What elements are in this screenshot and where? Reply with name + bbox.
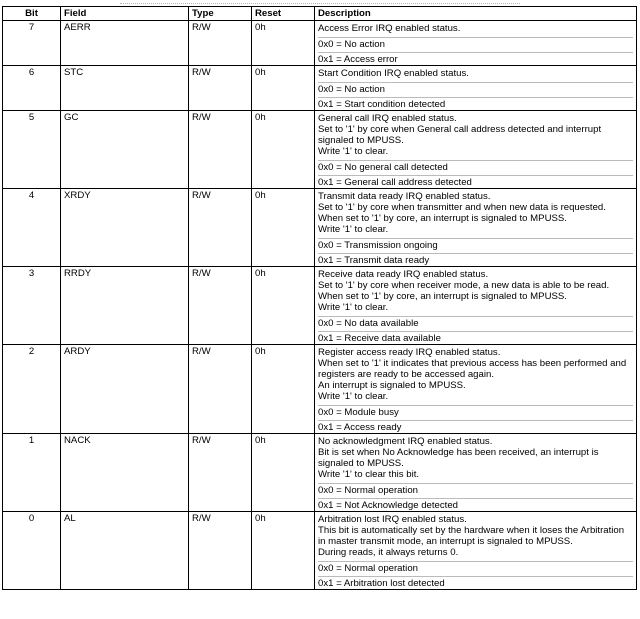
field-cell: AERR xyxy=(61,21,189,66)
description-text-block xyxy=(318,113,633,158)
header-reset: Reset xyxy=(252,7,315,21)
reset-cell: 0h xyxy=(252,189,315,267)
description-line: When set to '1' by core, an interrupt is signaled to MPUSS. xyxy=(318,291,567,302)
enum-value-line: 0x0 = No data available xyxy=(318,316,633,329)
type-cell: R/W xyxy=(189,111,252,189)
description-line: Start Condition IRQ enabled status. xyxy=(318,68,469,79)
reset-cell: 0h xyxy=(252,21,315,66)
enum-value-line: 0x1 = General call address detected xyxy=(318,175,633,188)
description-text-block xyxy=(318,68,633,80)
type-cell: R/W xyxy=(189,66,252,111)
enum-value-line: 0x0 = Transmission ongoing xyxy=(318,238,633,251)
description-line: Bit is set when No Acknowledge has been received, an interrupt is signaled to MPUSS. xyxy=(318,447,599,469)
description-line: Transmit data ready IRQ enabled status. xyxy=(318,191,491,202)
enum-value-line: 0x1 = Access ready xyxy=(318,420,633,433)
description-line: Register access ready IRQ enabled status. xyxy=(318,347,501,358)
header-description: Description xyxy=(315,7,637,21)
type-cell: R/W xyxy=(189,512,252,590)
description-cell xyxy=(315,66,637,111)
type-cell: R/W xyxy=(189,189,252,267)
description-line: Write '1' to clear this bit. xyxy=(318,469,420,480)
enum-value-line: 0x1 = Start condition detected xyxy=(318,97,633,110)
description-cell xyxy=(315,512,637,590)
clipped-page-edge xyxy=(120,0,520,4)
header-type: Type xyxy=(189,7,252,21)
description-cell xyxy=(315,21,637,66)
description-cell xyxy=(315,345,637,434)
field-cell: NACK xyxy=(61,434,189,512)
bit-cell: 2 xyxy=(3,345,61,434)
description-line: When set to '1' by core, an interrupt is signaled to MPUSS. xyxy=(318,213,567,224)
enum-value-line: 0x1 = Access error xyxy=(318,52,633,65)
bit-cell: 3 xyxy=(3,267,61,345)
description-text-block xyxy=(318,436,633,481)
description-line: When set to '1' it indicates that previous access has been performed and registers are ready to be accessed again. xyxy=(318,358,627,380)
description-text-block xyxy=(318,269,633,314)
description-line: Write '1' to clear. xyxy=(318,146,389,157)
table-header-row xyxy=(3,7,637,21)
description-cell xyxy=(315,111,637,189)
description-line: General call IRQ enabled status. xyxy=(318,113,457,124)
description-line: Receive data ready IRQ enabled status. xyxy=(318,269,489,280)
enum-value-line: 0x0 = No action xyxy=(318,82,633,95)
description-cell xyxy=(315,189,637,267)
reset-cell: 0h xyxy=(252,512,315,590)
field-cell: STC xyxy=(61,66,189,111)
description-line: No acknowledgment IRQ enabled status. xyxy=(318,436,493,447)
description-line: Access Error IRQ enabled status. xyxy=(318,23,461,34)
reset-cell: 0h xyxy=(252,434,315,512)
enum-value-line: 0x0 = Normal operation xyxy=(318,483,633,496)
table-row xyxy=(3,512,637,590)
table-row xyxy=(3,345,637,434)
reset-cell: 0h xyxy=(252,345,315,434)
description-line: This bit is automatically set by the hardware when it loses the Arbitration in master transmit mode, an interrupt is signaled to MPUSS. xyxy=(318,525,625,547)
enum-value-line: 0x0 = Module busy xyxy=(318,405,633,418)
bit-cell: 7 xyxy=(3,21,61,66)
description-text-block xyxy=(318,191,633,236)
description-line: Set to '1' by core when transmitter and when new data is requested. xyxy=(318,202,606,213)
description-line: Write '1' to clear. xyxy=(318,224,389,235)
description-line: During reads, it always returns 0. xyxy=(318,547,459,558)
description-line: Write '1' to clear. xyxy=(318,391,389,402)
description-text-block xyxy=(318,347,633,403)
description-text-block xyxy=(318,23,633,35)
type-cell: R/W xyxy=(189,434,252,512)
enum-value-line: 0x0 = No general call detected xyxy=(318,160,633,173)
enum-value-line: 0x1 = Receive data available xyxy=(318,331,633,344)
field-cell: RRDY xyxy=(61,267,189,345)
table-row xyxy=(3,189,637,267)
reset-cell: 0h xyxy=(252,66,315,111)
enum-value-line: 0x0 = No action xyxy=(318,37,633,50)
description-line: Set to '1' by core when General call address detected and interrupt signaled to MPUSS. xyxy=(318,124,602,146)
header-bit: Bit xyxy=(3,7,61,21)
description-line: Write '1' to clear. xyxy=(318,302,389,313)
bit-cell: 4 xyxy=(3,189,61,267)
enum-value-line: 0x1 = Arbitration lost detected xyxy=(318,576,633,589)
description-text-block xyxy=(318,514,633,559)
table-row xyxy=(3,267,637,345)
enum-value-line: 0x1 = Not Acknowledge detected xyxy=(318,498,633,511)
table-row xyxy=(3,434,637,512)
enum-value-line: 0x0 = Normal operation xyxy=(318,561,633,574)
description-cell xyxy=(315,434,637,512)
field-cell: AL xyxy=(61,512,189,590)
type-cell: R/W xyxy=(189,21,252,66)
register-field-table xyxy=(2,6,637,590)
description-line: Set to '1' by core when receiver mode, a new data is able to be read. xyxy=(318,280,610,291)
type-cell: R/W xyxy=(189,267,252,345)
table-row xyxy=(3,66,637,111)
description-cell xyxy=(315,267,637,345)
bit-cell: 6 xyxy=(3,66,61,111)
type-cell: R/W xyxy=(189,345,252,434)
header-field: Field xyxy=(61,7,189,21)
table-row xyxy=(3,21,637,66)
bit-cell: 5 xyxy=(3,111,61,189)
field-cell: GC xyxy=(61,111,189,189)
description-line: Arbitration lost IRQ enabled status. xyxy=(318,514,467,525)
reset-cell: 0h xyxy=(252,267,315,345)
table-row xyxy=(3,111,637,189)
field-cell: XRDY xyxy=(61,189,189,267)
bit-cell: 1 xyxy=(3,434,61,512)
bit-cell: 0 xyxy=(3,512,61,590)
description-line: An interrupt is signaled to MPUSS. xyxy=(318,380,466,391)
table-body xyxy=(3,21,637,590)
enum-value-line: 0x1 = Transmit data ready xyxy=(318,253,633,266)
field-cell: ARDY xyxy=(61,345,189,434)
reset-cell: 0h xyxy=(252,111,315,189)
